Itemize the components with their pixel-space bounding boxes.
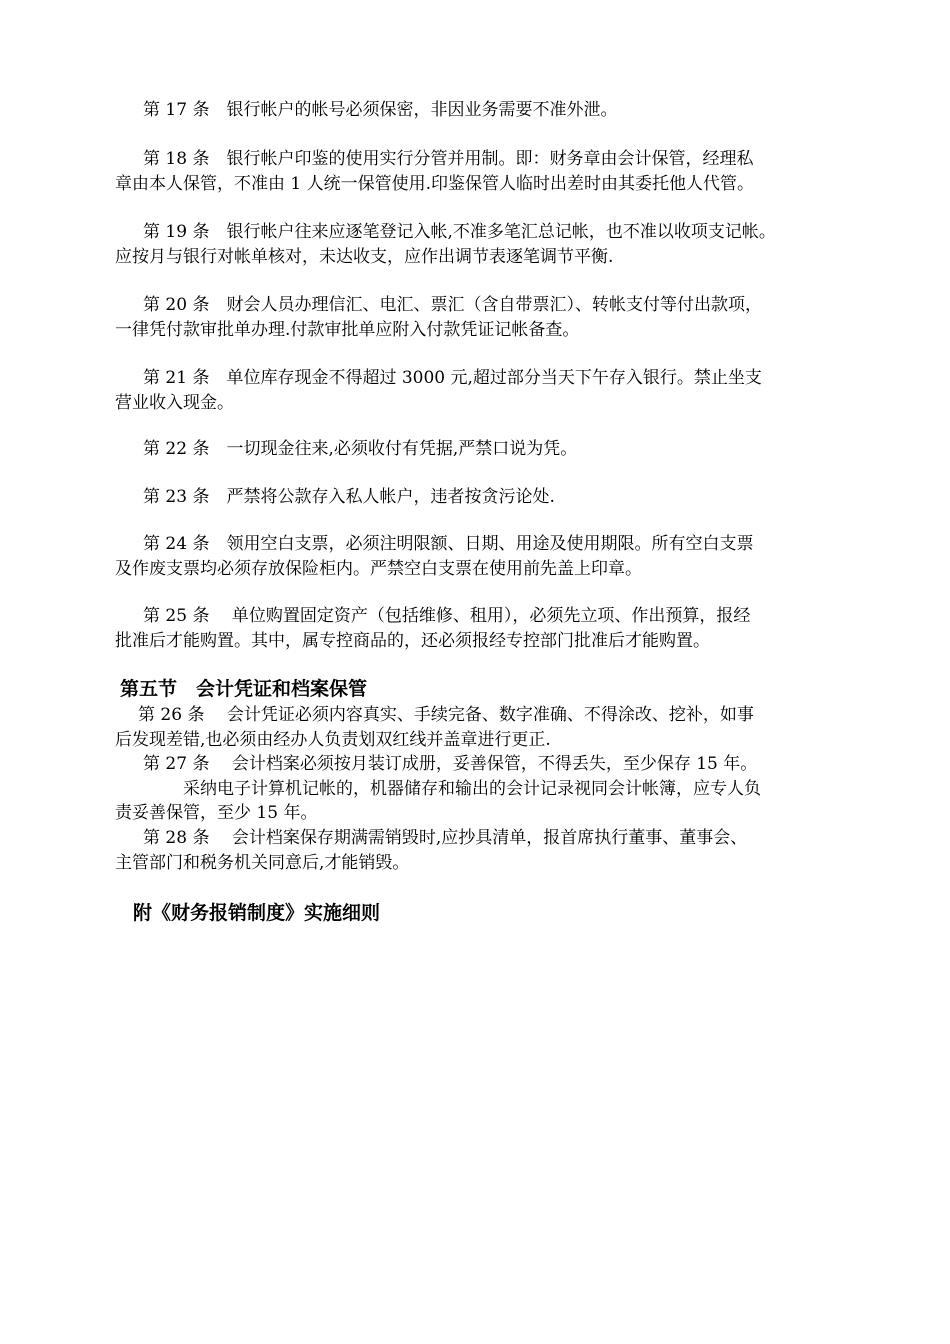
article-25-line-2: 批准后才能购置。其中，属专控商品的，还必须报经专控部门批准后才能购置。 <box>115 631 710 651</box>
article-19-line-2: 应按月与银行对帐单核对，未达收支，应作出调节表逐笔调节平衡. <box>115 247 614 267</box>
article-28-line-2: 主管部门和税务机关同意后,才能销毁。 <box>115 853 410 873</box>
article-20-line-2: 一律凭付款审批单办理.付款审批单应附入付款凭证记帐备查。 <box>115 320 580 340</box>
article-21-line-1: 第 21 条 单位库存现金不得超过 3000 元,超过部分当天下午存入银行。禁止坐支 <box>143 368 762 388</box>
article-27-line-1: 第 27 条 会计档案必须按月装订成册，妥善保管，不得丢失，至少保存 15 年。 <box>143 754 758 774</box>
article-24-line-2: 及作废支票均必须存放保险柜内。严禁空白支票在使用前先盖上印章。 <box>115 559 642 579</box>
section-5-heading: 第五节 会计凭证和档案保管 <box>120 678 368 700</box>
article-27-line-2: 采纳电子计算机记帐的，机器储存和输出的会计记录视同会计帐簿，应专人负 <box>183 779 761 799</box>
article-27-line-3: 责妥善保管，至少 15 年。 <box>115 803 318 823</box>
article-20-line-1: 第 20 条 财会人员办理信汇、电汇、票汇（含自带票汇）、转帐支付等付出款项， <box>143 295 762 315</box>
article-18-line-2: 章由本人保管，不准由 1 人统一保管使用.印鉴保管人临时出差时由其委托他人代管。 <box>115 174 755 194</box>
article-21-line-2: 营业收入现金。 <box>115 393 234 413</box>
article-26-line-2: 后发现差错,也必须由经办人负责划双红线并盖章进行更正. <box>115 730 551 750</box>
appendix-title: 附《财务报销制度》实施细则 <box>133 902 381 924</box>
article-28-line-1: 第 28 条 会计档案保存期满需销毁时,应抄具清单，报首席执行董事、董事会、 <box>143 828 748 848</box>
article-26-line-1: 第 26 条 会计凭证必须内容真实、手续完备、数字准确、不得涂改、挖补，如事 <box>138 705 754 725</box>
article-23-line-1: 第 23 条 严禁将公款存入私人帐户，违者按贪污论处. <box>143 487 555 507</box>
article-24-line-1: 第 24 条 领用空白支票，必须注明限额、日期、用途及使用期限。所有空白支票 <box>143 534 754 554</box>
article-22-line-1: 第 22 条 一切现金往来,必须收付有凭据,严禁口说为凭。 <box>143 439 578 459</box>
article-18-line-1: 第 18 条 银行帐户印鉴的使用实行分管并用制。即：财务章由会计保管，经理私 <box>143 149 754 169</box>
article-19-line-1: 第 19 条 银行帐户往来应逐笔登记入帐,不准多笔汇总记帐，也不准以收项支记帐。 <box>143 222 776 242</box>
article-25-line-1: 第 25 条 单位购置固定资产（包括维修、租用），必须先立项、作出预算，报经 <box>143 606 751 626</box>
article-17-line-1: 第 17 条 银行帐户的帐号必须保密，非因业务需要不准外泄。 <box>143 100 618 120</box>
